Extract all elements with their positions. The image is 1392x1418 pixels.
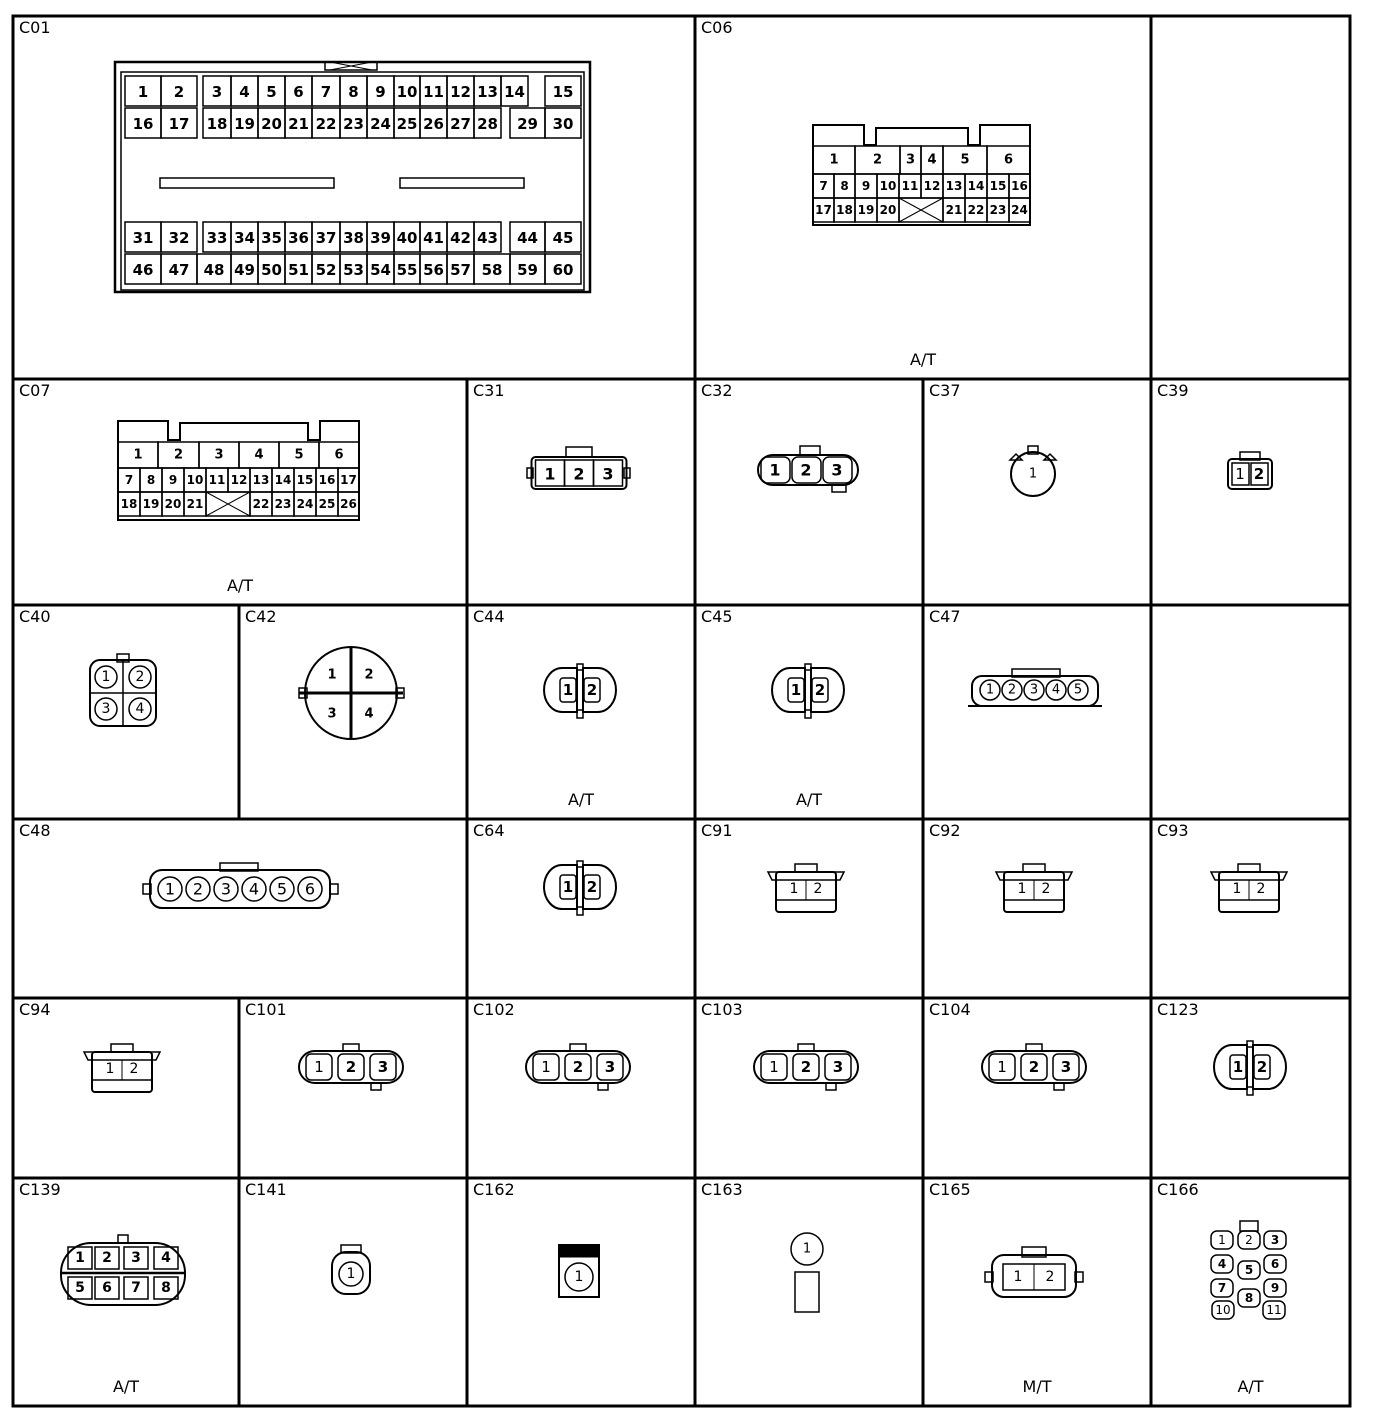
- pin-number: 37: [315, 229, 337, 247]
- pin-number: 1: [1028, 466, 1038, 482]
- pin-number: 3: [905, 152, 916, 168]
- pin-number: 2: [800, 460, 812, 480]
- pin-number: 24: [296, 497, 314, 511]
- connector-cell: [929, 607, 961, 626]
- connector-id: C141: [245, 1180, 287, 1199]
- pin-number: 1: [541, 1058, 551, 1076]
- connector-cell: [19, 18, 51, 37]
- pin-number: 52: [315, 261, 337, 279]
- pin-number: 54: [370, 261, 391, 279]
- pin-number: 46: [132, 261, 154, 279]
- pin-number: 12: [450, 83, 471, 101]
- pin-number: 26: [340, 497, 357, 511]
- pin-number: 2: [1028, 1058, 1040, 1076]
- connector-cell: [473, 1000, 515, 1019]
- pin-number: 4: [254, 447, 264, 463]
- pin-number: 2: [1256, 881, 1266, 897]
- transmission-note: M/T: [1022, 1377, 1052, 1396]
- connector-id: C06: [701, 18, 733, 37]
- pin-number: 58: [481, 261, 503, 279]
- pin-number: 1: [544, 464, 556, 484]
- pin-number: 1: [829, 152, 839, 168]
- pin-number: 5: [276, 879, 288, 899]
- connector-id: C163: [701, 1180, 743, 1199]
- pin-number: 1: [790, 681, 802, 699]
- pin-number: 1: [346, 1266, 356, 1282]
- connector-id: C165: [929, 1180, 971, 1199]
- pin-number: 6: [304, 879, 316, 899]
- pin-number: 39: [370, 229, 391, 247]
- pin-number: 9: [168, 473, 178, 487]
- pin-number: 25: [396, 115, 418, 133]
- pin-number: 4: [927, 152, 937, 168]
- pin-number: 16: [132, 115, 154, 133]
- connector-id: C139: [19, 1180, 61, 1199]
- pin-number: 5: [1244, 1263, 1254, 1277]
- connector-cell: [245, 1000, 287, 1019]
- pin-number: 11: [208, 473, 226, 487]
- pin-number: 10: [396, 83, 418, 101]
- transmission-note: A/T: [112, 1377, 140, 1396]
- pin-number: 33: [206, 229, 228, 247]
- transmission-note: A/T: [1237, 1377, 1264, 1396]
- pin-number: 57: [450, 261, 471, 279]
- pin-number: 2: [872, 152, 883, 168]
- pin-number: 1: [1017, 881, 1027, 897]
- pin-number: 23: [274, 497, 292, 511]
- pin-number: 1: [1218, 1233, 1226, 1247]
- pin-number: 26: [423, 115, 444, 133]
- pin-number: 1: [997, 1058, 1007, 1076]
- pin-number: 2: [1045, 1269, 1055, 1285]
- pin-number: 38: [343, 229, 364, 247]
- pin-number: 10: [879, 179, 897, 193]
- connector-cell: [701, 1000, 743, 1019]
- pin-number: 3: [220, 879, 232, 899]
- connector-id: C102: [473, 1000, 515, 1019]
- pin-number: 2: [1256, 1058, 1268, 1076]
- latch-bar: [559, 1245, 599, 1257]
- pin-number: 41: [423, 229, 444, 247]
- pin-number: 34: [234, 229, 255, 247]
- connector-id: C44: [473, 607, 505, 626]
- connector-cell: [19, 1000, 51, 1019]
- pin-number: 44: [517, 229, 538, 247]
- pin-number: 12: [230, 473, 248, 487]
- connector-id: C01: [19, 18, 51, 37]
- pin-number: 29: [517, 115, 538, 133]
- pin-number: 3: [831, 460, 843, 480]
- connector-cell: [245, 1180, 287, 1199]
- connector-cell: [1157, 381, 1189, 400]
- connector-cell: [19, 607, 51, 626]
- pin-number: 13: [252, 473, 270, 487]
- c104-connector: [982, 1044, 1086, 1090]
- pin-number: 17: [340, 473, 357, 487]
- pin-number: 1: [137, 83, 149, 101]
- pin-number: 1: [101, 669, 111, 685]
- pin-number: 11: [423, 83, 444, 101]
- connector-id: C32: [701, 381, 733, 400]
- pin-number: 2: [1253, 465, 1265, 483]
- pin-number: 51: [288, 261, 309, 279]
- pin-number: 60: [552, 261, 574, 279]
- pin-number: 7: [320, 83, 332, 101]
- pin-number: 18: [206, 115, 228, 133]
- transmission-note: A/T: [226, 576, 254, 595]
- connector-id: C48: [19, 821, 51, 840]
- pin-number: 1: [562, 681, 574, 699]
- pin-number: 7: [131, 1280, 141, 1296]
- pin-number: 18: [120, 497, 138, 511]
- pin-number: 8: [348, 83, 359, 101]
- pin-number: 50: [261, 261, 282, 279]
- pin-number: 9: [1270, 1281, 1280, 1295]
- pin-number: 21: [288, 115, 309, 133]
- pin-number: 1: [769, 460, 781, 480]
- pin-number: 22: [252, 497, 270, 511]
- connector-cell: [19, 821, 51, 840]
- pin-number: 19: [857, 203, 875, 217]
- pin-number: 43: [477, 229, 498, 247]
- pin-number: 1: [1232, 881, 1242, 897]
- pin-number: 32: [168, 229, 190, 247]
- pin-number: 12: [923, 179, 941, 193]
- connector-id: C123: [1157, 1000, 1199, 1019]
- connector-id: C39: [1157, 381, 1189, 400]
- connector-cell: [473, 1180, 515, 1199]
- pin-number: 5: [75, 1280, 85, 1296]
- c166-connector: [1211, 1221, 1286, 1319]
- pin-number: 3: [1270, 1233, 1280, 1247]
- pin-number: 59: [517, 261, 538, 279]
- pin-number: 23: [989, 203, 1007, 217]
- connector-id: C93: [1157, 821, 1189, 840]
- connector-cell: [1157, 821, 1189, 840]
- connector-id: C40: [19, 607, 51, 626]
- transmission-note: A/T: [909, 350, 937, 369]
- pin-number: 1: [75, 1250, 85, 1266]
- pin-number: 5: [266, 83, 277, 101]
- pin-number: 16: [1011, 179, 1028, 193]
- pin-number: 15: [552, 83, 574, 101]
- pin-number: 8: [146, 473, 156, 487]
- connector-id: C104: [929, 1000, 971, 1019]
- connector-cell: [473, 381, 505, 400]
- pin-number: 5: [294, 447, 304, 463]
- pin-number: 7: [124, 473, 134, 487]
- pin-number: 2: [173, 83, 185, 101]
- pin-number: 2: [586, 681, 598, 699]
- pin-number: 2: [192, 879, 204, 899]
- pin-number: 2: [1245, 1233, 1253, 1247]
- connector-cell: [701, 1180, 743, 1199]
- pin-number: 36: [288, 229, 309, 247]
- pin-number: 2: [573, 464, 585, 484]
- pin-number: 20: [261, 115, 282, 133]
- pin-number: 1: [1235, 465, 1245, 483]
- pin-number: 42: [450, 229, 471, 247]
- pin-number: 27: [450, 115, 471, 133]
- connector-id: C37: [929, 381, 961, 400]
- pin-number: 24: [1011, 203, 1028, 217]
- pin-number: 30: [552, 115, 574, 133]
- pin-number: 3: [604, 1058, 616, 1076]
- pin-number: 25: [318, 497, 336, 511]
- pin-number: 3: [832, 1058, 844, 1076]
- c102-connector: [526, 1044, 630, 1090]
- pin-number: 6: [1003, 152, 1014, 168]
- pin-number: 1: [164, 879, 176, 899]
- pin-number: 8: [840, 179, 849, 193]
- pin-number: 22: [967, 203, 985, 217]
- pin-number: 4: [239, 83, 250, 101]
- transmission-note: A/T: [795, 790, 823, 809]
- pin-number: 56: [423, 261, 444, 279]
- pin-number: 24: [370, 115, 391, 133]
- connector-id: C162: [473, 1180, 515, 1199]
- pin-number: 3: [377, 1058, 389, 1076]
- connector-id: C42: [245, 607, 277, 626]
- pin-number: 2: [102, 1250, 112, 1266]
- pin-number: 21: [186, 497, 204, 511]
- c103-connector: [754, 1044, 858, 1090]
- pin-number: 53: [343, 261, 364, 279]
- pin-number: 3: [101, 701, 111, 717]
- pin-number: 2: [586, 878, 598, 896]
- pin-number: 11: [901, 179, 919, 193]
- pin-number: 4: [135, 701, 145, 717]
- pin-number: 3: [214, 447, 224, 463]
- pin-number: 13: [945, 179, 963, 193]
- pin-number: 6: [293, 83, 304, 101]
- pin-number: 1: [562, 878, 574, 896]
- pin-number: 1: [789, 881, 799, 897]
- pin-number: 3: [131, 1250, 141, 1266]
- pin-number: 14: [504, 83, 525, 101]
- pin-number: 31: [132, 229, 154, 247]
- connector-id: C45: [701, 607, 733, 626]
- pin-number: 1: [1013, 1269, 1023, 1285]
- pin-number: 8: [161, 1280, 171, 1296]
- pin-number: 2: [1007, 682, 1017, 698]
- connector-id: C91: [701, 821, 733, 840]
- connector-cell: [245, 607, 277, 626]
- pin-number: 2: [572, 1058, 584, 1076]
- pin-number: 5: [960, 152, 970, 168]
- connector-id: C94: [19, 1000, 51, 1019]
- pin-number: 35: [261, 229, 282, 247]
- connector-id: C166: [1157, 1180, 1199, 1199]
- pin-number: 4: [248, 879, 260, 899]
- pin-number: 10: [1215, 1303, 1231, 1317]
- connector-id: C07: [19, 381, 51, 400]
- pin-number: 2: [1041, 881, 1051, 897]
- pin-number: 7: [1217, 1281, 1227, 1295]
- transmission-note: A/T: [567, 790, 595, 809]
- pin-number: 10: [186, 473, 204, 487]
- pin-number: 17: [168, 115, 190, 133]
- pin-number: 2: [814, 681, 826, 699]
- pin-number: 47: [168, 261, 190, 279]
- pin-number: 20: [879, 203, 897, 217]
- pin-number: 2: [364, 667, 374, 683]
- connector-id: C64: [473, 821, 505, 840]
- pin-number: 17: [815, 203, 832, 217]
- pin-number: 40: [396, 229, 418, 247]
- pin-number: 15: [296, 473, 314, 487]
- pin-number: 11: [1266, 1303, 1282, 1317]
- pin-number: 1: [802, 1241, 812, 1257]
- pin-number: 22: [315, 115, 337, 133]
- pin-number: 3: [1029, 682, 1039, 698]
- pin-number: 2: [173, 447, 184, 463]
- pin-number: 1: [574, 1269, 584, 1285]
- pin-number: 21: [945, 203, 963, 217]
- pin-number: 6: [102, 1280, 112, 1296]
- pin-number: 6: [334, 447, 344, 463]
- pin-number: 7: [819, 179, 828, 193]
- pin-number: 3: [1060, 1058, 1072, 1076]
- pin-number: 3: [602, 464, 614, 484]
- connector-cell: [701, 821, 733, 840]
- pin-number: 14: [967, 179, 985, 193]
- connector-id: C31: [473, 381, 505, 400]
- pin-number: 1: [327, 667, 337, 683]
- pin-number: 15: [989, 179, 1007, 193]
- pin-number: 4: [1051, 682, 1061, 698]
- pin-number: 20: [164, 497, 182, 511]
- pin-number: 2: [800, 1058, 812, 1076]
- pin-number: 3: [327, 706, 337, 722]
- pin-number: 4: [161, 1250, 171, 1266]
- pin-number: 23: [343, 115, 364, 133]
- pin-number: 1: [985, 682, 995, 698]
- pin-number: 4: [1217, 1257, 1227, 1271]
- connector-id: C47: [929, 607, 961, 626]
- connector-id: C92: [929, 821, 961, 840]
- pin-number: 2: [813, 881, 823, 897]
- connector-cell: [929, 381, 961, 400]
- pin-number: 1: [314, 1058, 324, 1076]
- pin-number: 6: [1270, 1257, 1280, 1271]
- pin-number: 48: [203, 261, 225, 279]
- pin-number: 2: [129, 1061, 139, 1077]
- pin-number: 28: [477, 115, 498, 133]
- pin-number: 2: [345, 1058, 357, 1076]
- connector-id: C101: [245, 1000, 287, 1019]
- pin-number: 1: [105, 1061, 115, 1077]
- c101-connector: [299, 1044, 403, 1090]
- connector-cell: [473, 821, 505, 840]
- connector-cell: [1157, 1000, 1199, 1019]
- pin-number: 13: [477, 83, 498, 101]
- connector-cell: [929, 821, 961, 840]
- pin-number: 2: [135, 669, 145, 685]
- pin-number: 49: [234, 261, 255, 279]
- pin-number: 4: [364, 706, 374, 722]
- connector-cell: [701, 381, 733, 400]
- pin-number: 1: [133, 447, 143, 463]
- pin-number: 45: [552, 229, 574, 247]
- pin-number: 16: [318, 473, 336, 487]
- pin-number: 5: [1073, 682, 1083, 698]
- pin-number: 9: [375, 83, 386, 101]
- connector-id: C103: [701, 1000, 743, 1019]
- pin-number: 3: [211, 83, 223, 101]
- pin-number: 1: [769, 1058, 779, 1076]
- pin-number: 1: [1232, 1058, 1244, 1076]
- pin-number: 8: [1244, 1291, 1254, 1305]
- pin-number: 19: [142, 497, 160, 511]
- connector-cell: [929, 1000, 971, 1019]
- pin-number: 14: [274, 473, 292, 487]
- pin-number: 19: [234, 115, 255, 133]
- pin-number: 9: [861, 179, 871, 193]
- pin-number: 18: [836, 203, 853, 217]
- pin-number: 55: [396, 261, 418, 279]
